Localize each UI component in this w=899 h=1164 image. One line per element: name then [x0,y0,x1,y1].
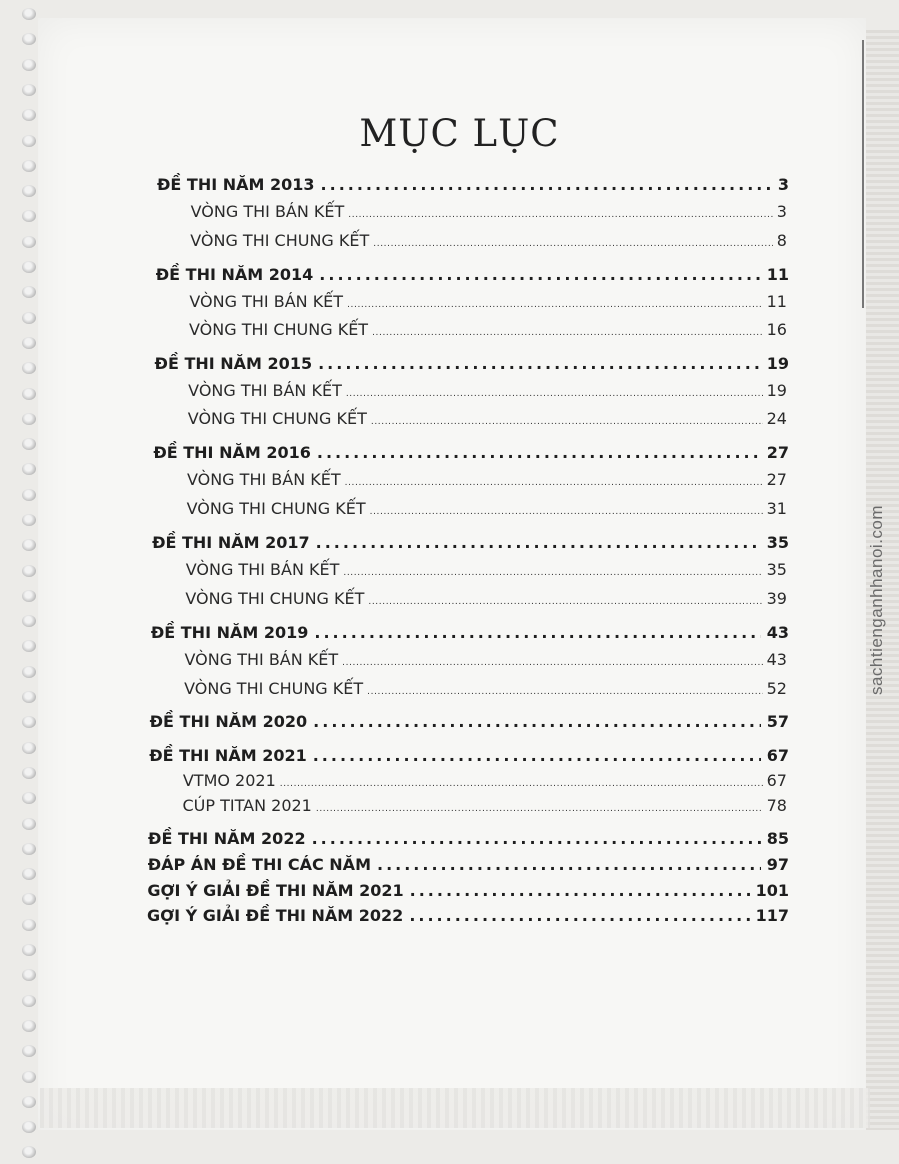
toc-dot-leader [377,855,761,874]
toc-entry-label: ĐỀ THI NĂM 2020 [149,712,308,731]
binder-hole [22,160,36,172]
toc-dot-leader [371,417,763,427]
binder-hole [22,539,36,551]
toc-entry-label: ĐỀ THI NĂM 2017 [152,533,310,552]
toc-entry-sub [185,650,787,669]
toc-entry-label: GỢI Ý GIẢI ĐỀ THI NĂM 2021 [147,881,404,900]
toc-dot-leader [367,687,762,697]
binder-hole [22,489,36,501]
binder-hole [22,716,36,728]
toc-dot-leader [345,478,763,488]
toc-entry-main [148,829,789,848]
binder-hole [22,362,36,374]
binder-hole [22,742,36,754]
toc-entry-main [148,855,789,874]
toc-entry-label: ĐỀ THI NĂM 2016 [153,443,311,462]
toc-entry-page-number: 85 [766,829,789,848]
toc-entry-page-number: 35 [766,560,787,579]
toc-entry-sub [187,499,787,518]
binder-hole [22,185,36,197]
toc-entry-page-number: 8 [776,231,787,250]
toc-entry-page-number: 52 [766,679,787,698]
toc-dot-leader [370,507,763,517]
toc-entry-page-number: 3 [776,202,787,221]
toc-entry-main [153,443,789,462]
toc-entry-label: VÒNG THI CHUNG KẾT [190,231,370,250]
binder-hole [22,1121,36,1133]
binder-hole [22,666,36,678]
binder-hole [22,995,36,1007]
toc-dot-leader [346,389,763,399]
toc-entry-main [152,533,789,552]
binder-hole [22,1071,36,1083]
toc-entry-main [147,906,789,925]
binder-hole [22,236,36,248]
toc-entry-sub [184,679,787,698]
toc-dot-leader [319,265,760,284]
binder-hole [22,868,36,880]
binder-hole [22,210,36,222]
binder-hole [22,1096,36,1108]
toc-dot-leader [314,623,760,642]
toc-dot-leader [313,712,761,731]
binder-hole [22,388,36,400]
binder-hole [22,640,36,652]
toc-entry-label: ĐỀ THI NĂM 2019 [150,623,309,642]
binder-hole [22,944,36,956]
toc-entry-page-number: 35 [766,533,789,552]
toc-entry-page-number: 78 [766,796,787,815]
binder-hole [22,59,36,71]
toc-dot-leader [317,443,761,462]
scan-margin-bottom [40,1088,870,1128]
toc-entry-main [155,354,789,373]
toc-entry-label: VÒNG THI CHUNG KẾT [184,679,364,698]
toc-entry-label: VÒNG THI CHUNG KẾT [185,589,365,608]
binder-hole [22,286,36,298]
toc-entry-page-number: 27 [766,470,787,489]
binder-hole [22,33,36,45]
binder-hole [22,691,36,703]
toc-entry-page-number: 97 [766,855,789,874]
binder-hole [22,1020,36,1032]
toc-entry-page-number: 57 [766,712,789,731]
toc-entry-page-number: 117 [755,906,789,925]
toc-entry-label: VÒNG THI CHUNG KẾT [187,409,367,428]
toc-entry-main [157,175,789,194]
toc-entry-sub [183,771,787,790]
toc-entry-sub [186,560,787,579]
binder-hole [22,792,36,804]
binder-hole [22,767,36,779]
toc-entry-label: ĐỀ THI NĂM 2015 [154,354,313,373]
toc-dot-leader [373,239,773,249]
binder-hole [22,514,36,526]
toc-entry-page-number: 43 [766,650,787,669]
binder-hole [22,893,36,905]
toc-dot-leader [318,354,761,373]
toc-entry-main [156,265,789,284]
binder-hole [22,919,36,931]
toc-entry-main [151,623,789,642]
toc-dot-leader [368,597,762,607]
page-edge-line [862,40,864,308]
toc-entry-page-number: 16 [766,320,787,339]
toc-entry-sub [185,589,787,608]
binder-hole [22,1146,36,1158]
toc-entry-label: VÒNG THI BÁN KẾT [188,381,342,400]
toc-entry-label: ĐÁP ÁN ĐỀ THI CÁC NĂM [147,855,371,874]
toc-entry-label: VÒNG THI BÁN KẾT [186,470,341,489]
toc-dot-leader [409,906,749,925]
toc-entry-page-number: 3 [777,175,789,194]
toc-dot-leader [347,300,763,310]
toc-entry-page-number: 19 [766,381,787,400]
toc-dot-leader [343,568,762,578]
toc-entry-sub [191,202,787,221]
toc-entry-page-number: 11 [766,265,789,284]
toc-entry-main [149,746,789,765]
toc-entry-label: VÒNG THI BÁN KẾT [189,292,344,311]
binder-hole [22,438,36,450]
watermark-text: sachtienganhhanoi.com [867,504,886,696]
binder-hole [22,590,36,602]
toc-entry-sub [187,470,787,489]
toc-entry-page-number: 67 [766,771,787,790]
binder-hole [22,565,36,577]
toc-dot-leader [342,658,762,668]
toc-dot-leader [313,746,761,765]
toc-entry-label: VÒNG THI BÁN KẾT [184,650,339,669]
toc-entry-page-number: 39 [766,589,787,608]
toc-entry-main [147,881,789,900]
toc-entry-label: ĐỀ THI NĂM 2014 [155,265,314,284]
toc-entry-sub [188,381,787,400]
binder-hole [22,463,36,475]
binder-hole [22,615,36,627]
toc-entry-label: VÒNG THI BÁN KẾT [185,560,340,579]
binder-hole [22,8,36,20]
binder-hole [22,312,36,324]
binder-hole [22,969,36,981]
toc-dot-leader [316,533,761,552]
toc-entry-label: VÒNG THI BÁN KẾT [190,202,345,221]
toc-entry-page-number: 31 [766,499,787,518]
toc-entry-page-number: 43 [766,623,789,642]
page-title: MỤC LỤC [359,112,560,155]
toc-entry-sub [183,796,787,815]
toc-entry-page-number: 27 [766,443,789,462]
toc-dot-leader [280,779,763,789]
toc-entry-label: ĐỀ THI NĂM 2013 [157,175,315,194]
toc-dot-leader [321,175,772,194]
binder-hole [22,1045,36,1057]
toc-entry-sub [189,292,787,311]
toc-entry-page-number: 67 [766,746,789,765]
toc-entry-page-number: 19 [766,354,789,373]
toc-entry-label: ĐỀ THI NĂM 2021 [149,746,307,765]
toc-entry-label: GỢI Ý GIẢI ĐỀ THI NĂM 2022 [147,906,404,925]
toc-entry-label: ĐỀ THI NĂM 2022 [148,829,306,848]
binder-hole [22,818,36,830]
toc-entry-label: VTMO 2021 [182,771,276,790]
toc-entry-sub [188,409,787,428]
toc-entry-page-number: 101 [755,881,789,900]
binder-hole [22,337,36,349]
toc-dot-leader [372,328,763,338]
toc-entry-page-number: 11 [766,292,787,311]
toc-entry-sub [189,320,787,339]
toc-entry-label: VÒNG THI CHUNG KẾT [186,499,366,518]
binder-hole [22,261,36,273]
toc-dot-leader [312,829,761,848]
toc-entry-page-number: 24 [766,409,787,428]
toc-entry-main [150,712,789,731]
toc-entry-label: VÒNG THI CHUNG KẾT [189,320,369,339]
toc-entry-label: CÚP TITAN 2021 [182,796,312,815]
binder-hole [22,413,36,425]
toc-entry-sub [190,231,787,250]
toc-dot-leader [410,881,750,900]
binder-hole [22,843,36,855]
binder-hole [22,84,36,96]
toc-dot-leader [348,210,773,220]
binder-holes [16,0,36,1164]
toc-dot-leader [316,804,763,814]
